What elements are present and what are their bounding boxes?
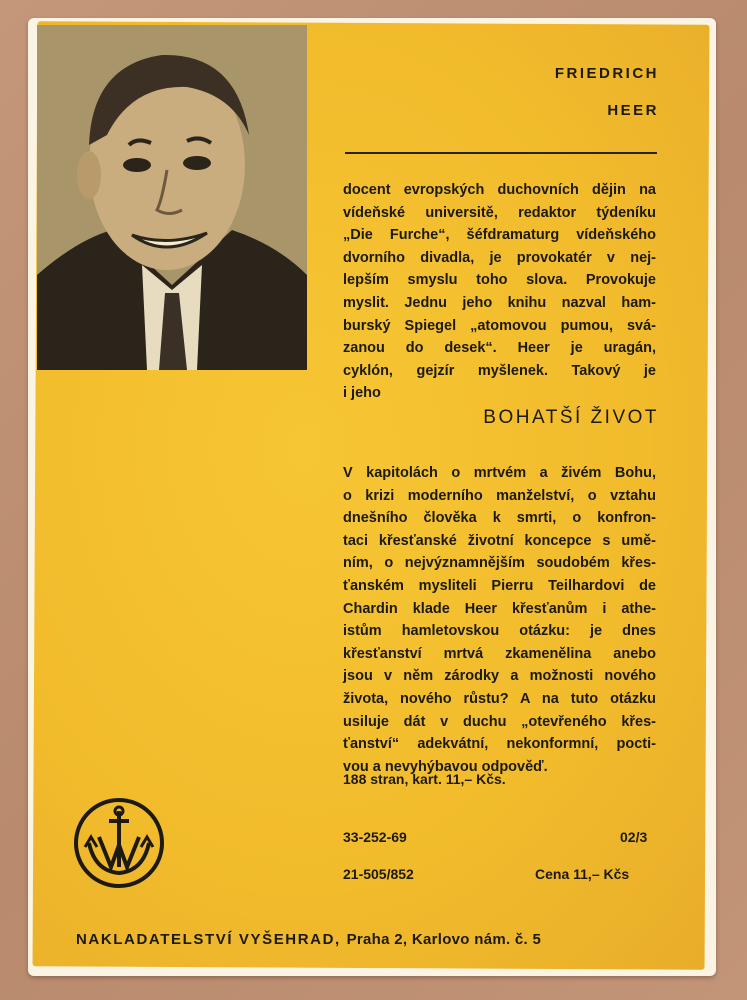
publisher-name: NAKLADATELSTVÍ VYŠEHRAD, bbox=[76, 931, 341, 948]
bio-line: dvorního divadla, je provokatér v nej- bbox=[343, 249, 656, 266]
description-line: usiluje dát v duchu „otevřeného křes- bbox=[343, 713, 656, 730]
bio-line: lepším smyslu toho slova. Provokuje bbox=[343, 272, 656, 289]
description-line: ním, o nejvýznamnějším soudobém křes- bbox=[343, 555, 656, 572]
bio-line: zanou do desek“. Heer je uragán, bbox=[343, 340, 656, 357]
description-line: taci křesťanské životní koncepce s umě- bbox=[343, 532, 656, 549]
description-line: ťanství“ adekvátní, nekonformní, pocti- bbox=[343, 736, 656, 753]
publisher-address: Praha 2, Karlovo nám. č. 5 bbox=[346, 931, 542, 948]
order-number: 21-505/852 bbox=[343, 866, 414, 882]
author-last-name: HEER bbox=[607, 102, 659, 119]
bio-line: burský Spiegel „atomovou pumou, svá- bbox=[343, 317, 656, 334]
price-label: Cena 11,– Kčs bbox=[535, 866, 630, 882]
bio-line: „Die Furche“, šéfdramaturg vídeňského bbox=[343, 227, 656, 244]
catalog-number: 33-252-69 bbox=[343, 829, 407, 845]
publisher-line bbox=[76, 931, 666, 948]
book-title: BOHATŠÍ ŽIVOT bbox=[483, 407, 659, 428]
divider-rule bbox=[345, 152, 657, 154]
bio-line: docent evropských duchovních dějin na bbox=[343, 182, 656, 198]
author-bio bbox=[343, 179, 656, 405]
description-line: o krizi moderního manželství, o vztahu bbox=[343, 487, 656, 504]
description-line: ťanském mysliteli Pierru Teilhardovi de bbox=[343, 577, 656, 594]
group-number: 02/3 bbox=[620, 829, 648, 845]
vysehrad-anchor-logo-icon bbox=[73, 797, 165, 889]
description-line: V kapitolách o mrtvém a živém Bohu, bbox=[343, 465, 656, 481]
bio-line: myslit. Jednu jeho knihu nazval ham- bbox=[343, 294, 656, 311]
pages-price: 188 stran, kart. 11,– Kčs. bbox=[343, 771, 506, 787]
book-description bbox=[343, 462, 656, 778]
description-line: vou a nevyhýbavou odpověď. bbox=[343, 758, 548, 775]
description-line: dnešního člověka k smrti, o konfron- bbox=[343, 510, 656, 527]
description-line: istům hamletovskou otázku: je dnes bbox=[343, 623, 656, 640]
bio-line: i jeho bbox=[343, 385, 381, 402]
bio-line: cyklón, gejzír myšlenek. Takový je bbox=[343, 362, 656, 379]
author-portrait bbox=[37, 25, 307, 370]
description-line: Chardin klade Heer křesťanům i athe- bbox=[343, 600, 656, 617]
author-first-name: FRIEDRICH bbox=[554, 65, 659, 82]
description-line: křesťanství mrtvá zkamenělina anebo bbox=[343, 645, 656, 662]
description-line: jsou v něm zárodky a možnosti nového bbox=[343, 668, 656, 685]
bio-line: vídeňské universitě, redaktor týdeníku bbox=[343, 204, 656, 221]
description-line: života, nového růstu? A na tuto otázku bbox=[343, 690, 656, 707]
